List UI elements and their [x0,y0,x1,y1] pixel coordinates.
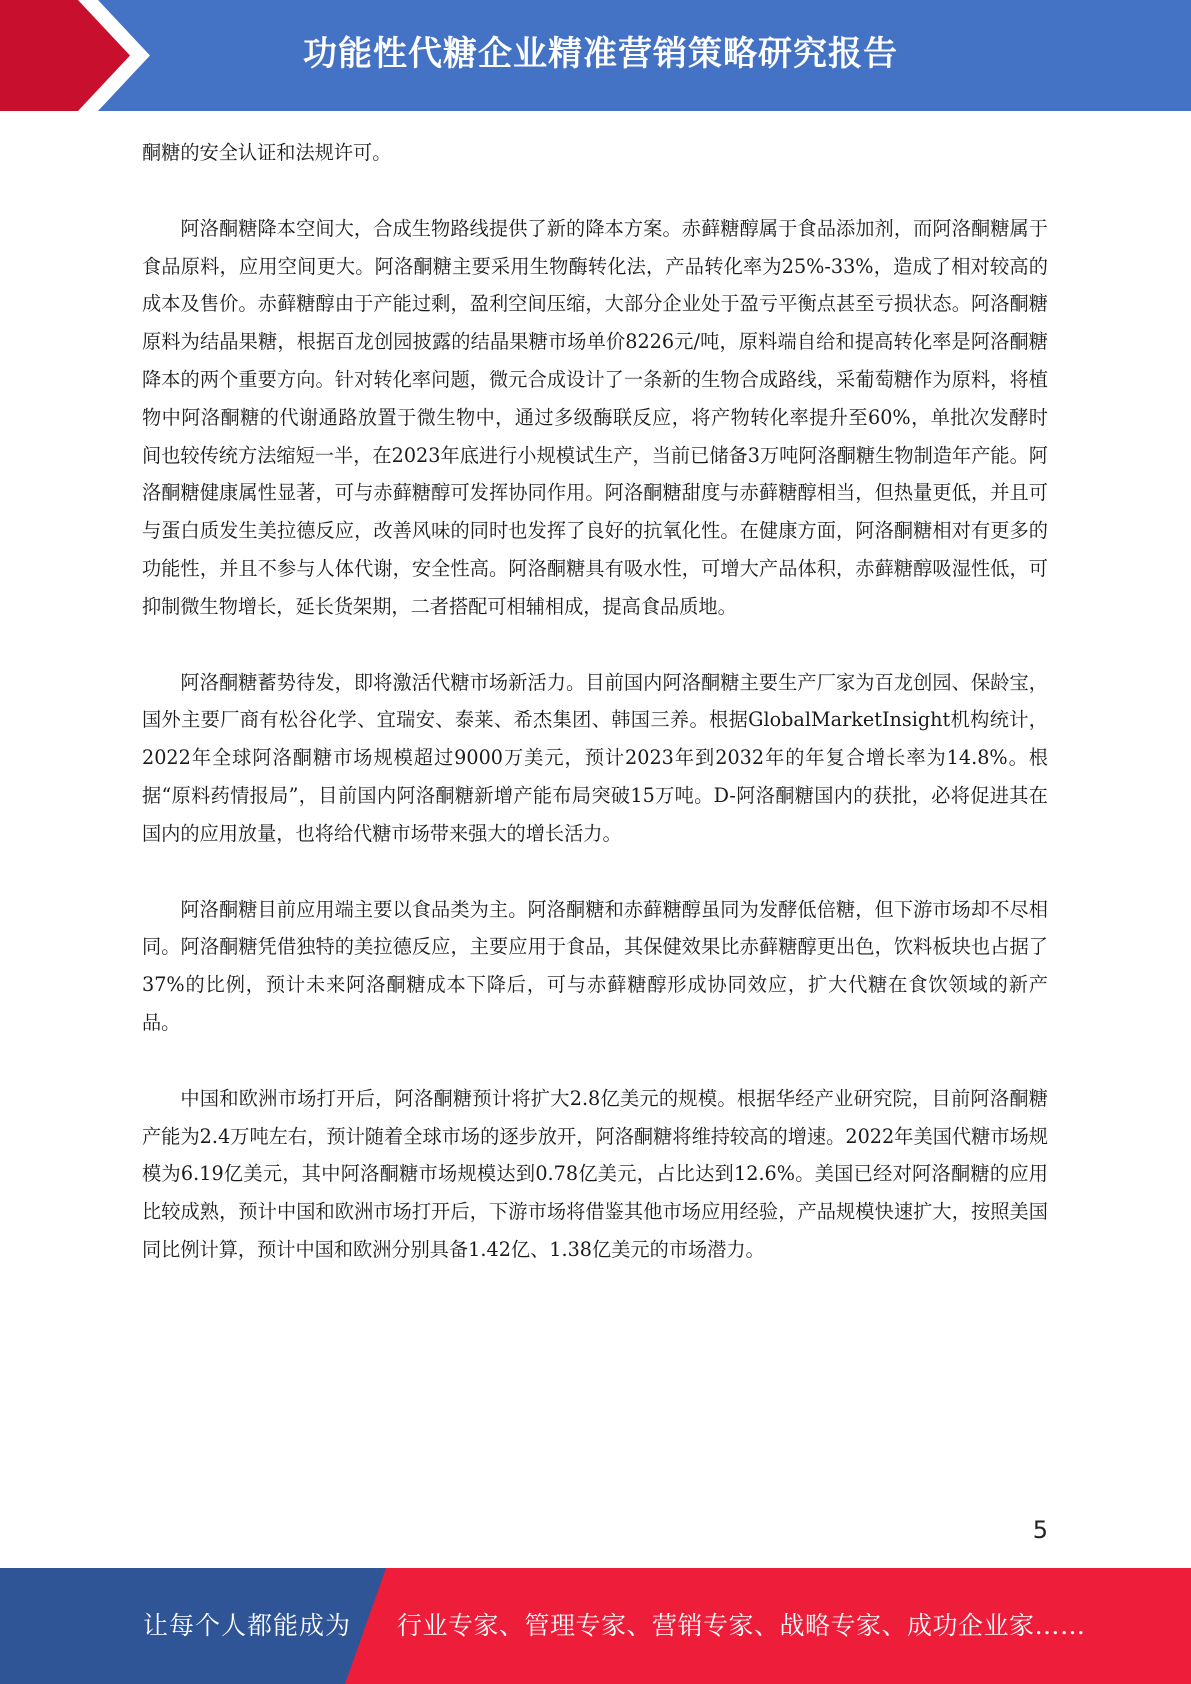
document-body [142,134,1048,1307]
paragraph-continuation: 酮糖的安全认证和法规许可。 [142,141,392,164]
page-header [0,0,1191,111]
page-footer [0,1568,1191,1684]
report-title: 功能性代糖企业精准营销策略研究报告 [303,34,898,74]
paragraph-applications: 阿洛酮糖目前应用端主要以食品类为主。阿洛酮糖和赤藓糖醇虽同为发酵低倍糖，但下游市场却不尽相同。阿洛酮糖凭借独特的美拉德反应，主要应用于食品，其保健效果比赤藓糖醇更出色，饮料板块也占据了37%的比例，预计未来阿洛酮糖成本下降后，可与赤藓糖醇形成协同效应，扩大代糖在食饮领域的新产品。 [142,897,1048,1034]
footer-slogan-left: 让每个人都能成为 [143,1611,352,1640]
chevron-arrow-icon [0,0,160,111]
page-number: 5 [1032,1516,1048,1544]
paragraph-cost-reduction: 阿洛酮糖降本空间大，合成生物路线提供了新的降本方案。赤藓糖醇属于食品添加剂，而阿洛酮糖属于食品原料，应用空间更大。阿洛酮糖主要采用生物酶转化法，产品转化率为25%-33%，造成了相对较高的成本及售价。赤藓糖醇由于产能过剩，盈利空间压缩，大部分企业处于盈亏平衡点甚至亏损状态。阿洛酮糖原料为结晶果糖，根据百龙创园披露的结晶果糖市场单价8226元/吨，原料端自给和提高转化率是阿洛酮糖降本的两个重要方向。针对转化率问题，微元合成设计了一条新的生物合成路线，采葡萄糖作为原料，将植物中阿洛酮糖的代谢通路放置于微生物中，通过多级酶联反应，将产物转化率提升至60%，单批次发酵时间也较传统方法缩短一半，在2023年底进行小规模试生产，当前已储备3万吨阿洛酮糖生物制造年产能。阿洛酮糖健康属性显著，可与赤藓糖醇可发挥协同作用。阿洛酮糖甜度与赤藓糖醇相当，但热量更低，并且可与蛋白质发生美拉德反应，改善风味的同时也发挥了良好的抗氧化性。在健康方面，阿洛酮糖相对有更多的功能性，并且不参与人体代谢，安全性高。阿洛酮糖具有吸水性，可增大产品体积，赤藓糖醇吸湿性低，可抑制微生物增长，延长货架期，二者搭配可相辅相成，提高食品质地。 [142,216,1048,618]
paragraph-market-vitality: 阿洛酮糖蓄势待发，即将激活代糖市场新活力。目前国内阿洛酮糖主要生产厂家为百龙创园、保龄宝，国外主要厂商有松谷化学、宜瑞安、泰莱、希杰集团、韩国三养。根据GlobalMarketInsight机构统计，2022年全球阿洛酮糖市场规模超过9000万美元，预计2023年到2032年的年复合增长率为14.8%。根据“原料药情报局”，目前国内阿洛酮糖新增产能布局突破15万吨。D-阿洛酮糖国内的获批，必将促进其在国内的应用放量，也将给代糖市场带来强大的增长活力。 [142,670,1048,845]
footer-slogan-right: 行业专家、管理专家、营销专家、战略专家、成功企业家…… [397,1611,1086,1640]
paragraph-market-scale: 中国和欧洲市场打开后，阿洛酮糖预计将扩大2.8亿美元的规模。根据华经产业研究院，目前阿洛酮糖产能为2.4万吨左右，预计随着全球市场的逐步放开，阿洛酮糖将维持较高的增速。2022年美国代糖市场规模为6.19亿美元，其中阿洛酮糖市场规模达到0.78亿美元，占比达到12.6%。美国已经对阿洛酮糖的应用比较成熟，预计中国和欧洲市场打开后，下游市场将借鉴其他市场应用经验，产品规模快速扩大，按照美国同比例计算，预计中国和欧洲分别具备1.42亿、1.38亿美元的市场潜力。 [142,1086,1048,1261]
